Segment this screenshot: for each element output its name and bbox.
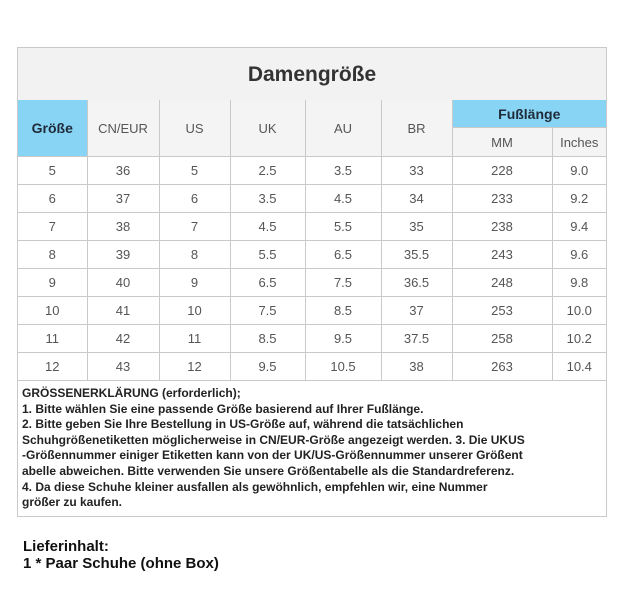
table-row: [18, 157, 606, 185]
table-cell: 40: [87, 269, 159, 297]
table-cell: 11: [159, 325, 230, 353]
table-cell: 35.5: [381, 241, 452, 269]
table-row: [18, 297, 606, 325]
table-cell: 5.5: [230, 241, 305, 269]
table-cell: 12: [159, 353, 230, 381]
table-cell: 7.5: [305, 269, 381, 297]
table-cell: 3.5: [230, 185, 305, 213]
table-cell: 34: [381, 185, 452, 213]
table-cell: 243: [452, 241, 552, 269]
table-cell: 10.0: [552, 297, 606, 325]
table-cell: 8.5: [305, 297, 381, 325]
table-cell: 9: [159, 269, 230, 297]
table-row: [18, 185, 606, 213]
notes-heading: GRÖSSENERKLÄRUNG (erforderlich);: [22, 386, 241, 400]
title-bar: [18, 48, 606, 101]
table-row: [18, 353, 606, 381]
table-cell: 7.5: [230, 297, 305, 325]
table-cell: 2.5: [230, 157, 305, 185]
table-cell: 10: [159, 297, 230, 325]
header-uk: UK: [230, 100, 305, 157]
table-cell: 9.5: [305, 325, 381, 353]
table-cell: 233: [452, 185, 552, 213]
table-cell: 248: [452, 269, 552, 297]
table-cell: 12: [18, 353, 87, 381]
table-cell: 4.5: [305, 185, 381, 213]
note-line: Schuhgrößenetiketten möglicherweise in CN/EUR-Größe angezeigt werden. 3. Die UKUS: [22, 432, 525, 447]
header-au: AU: [305, 100, 381, 157]
table-cell: 10.4: [552, 353, 606, 381]
table-cell: 6: [18, 185, 87, 213]
table-cell: 9.0: [552, 157, 606, 185]
table-cell: 228: [452, 157, 552, 185]
table-row: [18, 241, 606, 269]
table-cell: 8.5: [230, 325, 305, 353]
table-cell: 7: [159, 213, 230, 241]
table-row: [18, 325, 606, 353]
table-cell: 42: [87, 325, 159, 353]
table-cell: 8: [159, 241, 230, 269]
table-body: [18, 157, 606, 381]
table-cell: 38: [87, 213, 159, 241]
table-cell: 33: [381, 157, 452, 185]
table-cell: 6.5: [305, 241, 381, 269]
table-cell: 5.5: [305, 213, 381, 241]
note-line: abelle abweichen. Bitte verwenden Sie unsere Größentabelle als die Standardreferenz.: [22, 463, 515, 478]
note-line: 2. Bitte geben Sie Ihre Bestellung in US-Größe auf, während die tatsächlichen: [22, 417, 464, 432]
table-cell: 37: [381, 297, 452, 325]
table-cell: 41: [87, 297, 159, 325]
table-cell: 3.5: [305, 157, 381, 185]
header-us: US: [159, 100, 230, 157]
table-cell: 6.5: [230, 269, 305, 297]
table-cell: 253: [452, 297, 552, 325]
header-foot-length: Fußlänge: [452, 100, 606, 128]
table-cell: 10.2: [552, 325, 606, 353]
header-cn-eur: CN/EUR: [87, 100, 159, 157]
note-line: größer zu kaufen.: [22, 495, 123, 510]
table-cell: 8: [18, 241, 87, 269]
table-cell: 10.5: [305, 353, 381, 381]
note-line: 4. Da diese Schuhe kleiner ausfallen als gewöhnlich, empfehlen wir, eine Nummer: [22, 479, 488, 494]
table-row: [18, 269, 606, 297]
table-cell: 37: [87, 185, 159, 213]
size-table: [18, 100, 606, 381]
table-cell: 5: [18, 157, 87, 185]
table-cell: 38: [381, 353, 452, 381]
table-cell: 10: [18, 297, 87, 325]
table-cell: 9: [18, 269, 87, 297]
table-row: [18, 213, 606, 241]
header-size: Größe: [18, 100, 87, 157]
table-cell: 238: [452, 213, 552, 241]
table-cell: 35: [381, 213, 452, 241]
table-cell: 37.5: [381, 325, 452, 353]
table-cell: 7: [18, 213, 87, 241]
table-cell: 263: [452, 353, 552, 381]
header-mm: MM: [452, 128, 552, 157]
table-cell: 36.5: [381, 269, 452, 297]
table-cell: 39: [87, 241, 159, 269]
note-line: 1. Bitte wählen Sie eine passende Größe basierend auf Ihrer Fußlänge.: [22, 401, 424, 416]
table-cell: 43: [87, 353, 159, 381]
header-br: BR: [381, 100, 452, 157]
table-cell: 9.8: [552, 269, 606, 297]
header-inches: Inches: [552, 128, 606, 157]
table-cell: 5: [159, 157, 230, 185]
chart-title: Damengröße: [247, 63, 377, 86]
table-cell: 36: [87, 157, 159, 185]
delivery-label: Lieferinhalt:: [23, 538, 109, 555]
size-chart-card: [17, 47, 607, 517]
size-notes: [22, 386, 602, 511]
table-cell: 4.5: [230, 213, 305, 241]
table-cell: 9.6: [552, 241, 606, 269]
table-cell: 9.5: [230, 353, 305, 381]
table-cell: 9.4: [552, 213, 606, 241]
delivery-info: [23, 538, 219, 572]
note-line: -Größennummer einiger Etiketten kann von der UK/US-Größennummer unserer Größent: [22, 448, 523, 463]
delivery-content: 1 * Paar Schuhe (ohne Box): [23, 555, 219, 572]
table-cell: 11: [18, 325, 87, 353]
table-cell: 9.2: [552, 185, 606, 213]
table-cell: 6: [159, 185, 230, 213]
table-cell: 258: [452, 325, 552, 353]
